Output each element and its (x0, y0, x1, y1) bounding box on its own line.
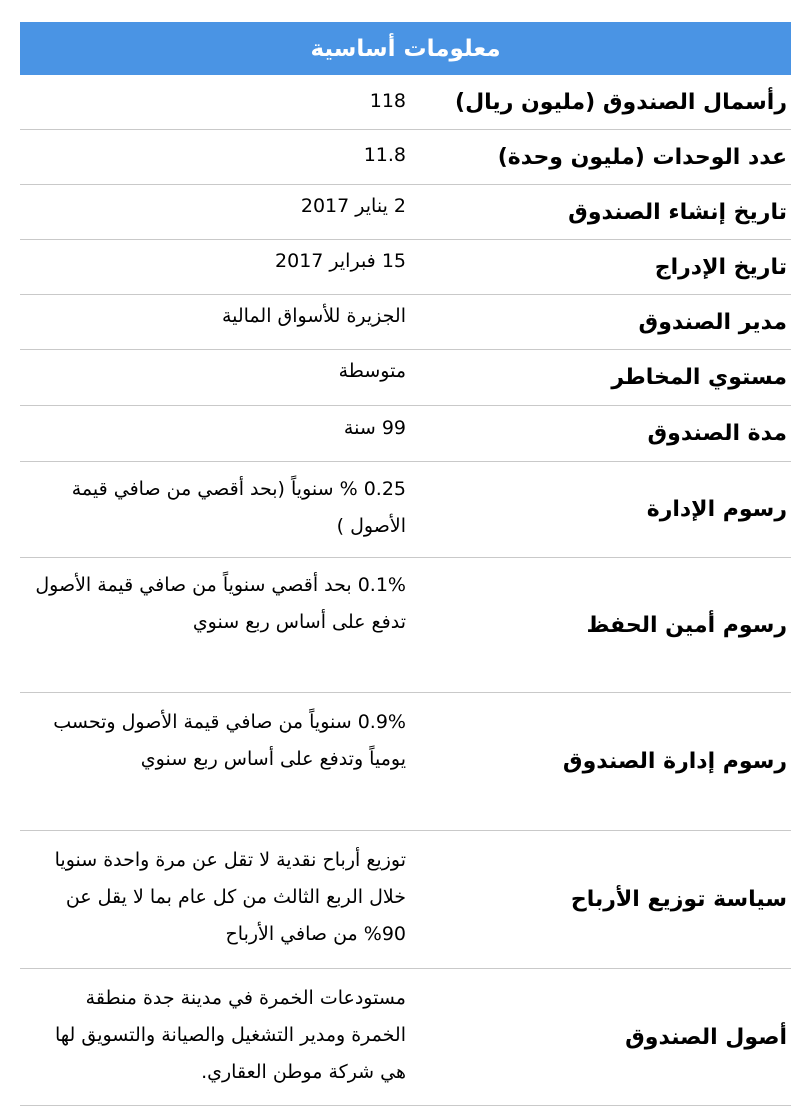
row-value: 11.8 (363, 144, 406, 166)
row-label: مدير الصندوق (638, 309, 787, 335)
row-label: أصول الصندوق (625, 1024, 787, 1050)
row-value: الجزيرة للأسواق المالية (221, 305, 406, 327)
table-row (20, 831, 791, 969)
row-label: سياسة توزيع الأرباح (570, 887, 787, 912)
row-label: رسوم إدارة الصندوق (562, 749, 787, 774)
row-value: 2 يناير 2017 (300, 195, 406, 217)
table-row (20, 969, 791, 1106)
row-value: 15 فبراير 2017 (275, 250, 406, 272)
row-label: عدد الوحدات (مليون وحدة) (497, 144, 787, 170)
table-row (20, 240, 791, 295)
table-row (20, 75, 791, 130)
table-row (20, 462, 791, 558)
row-label: مستوي المخاطر (611, 365, 787, 390)
row-label: رأسمال الصندوق (مليون ريال) (455, 89, 787, 115)
table-row (20, 350, 791, 406)
row-value: 0.1% بحد أقصي سنوياً من صافي قيمة الأصول تدفع على أساس ربع سنوي (35, 574, 406, 633)
row-value: متوسطة (338, 360, 406, 382)
table-row (20, 295, 791, 350)
table-row (20, 558, 791, 693)
row-label: رسوم الإدارة (646, 497, 787, 522)
row-value: توزيع أرباح نقدية لا تقل عن مرة واحدة سنويا خلال الربع الثالث من كل عام بما لا يقل عن 90% من صافي الأرباح (54, 849, 406, 945)
row-value: 99 سنة (343, 417, 406, 439)
row-value: 0.9% سنوياً من صافي قيمة الأصول وتحسب يومياً وتدفع على أساس ربع سنوي (53, 711, 406, 770)
row-label: رسوم أمين الحفظ (586, 612, 787, 638)
row-label: تاريخ إنشاء الصندوق (568, 199, 787, 225)
table-header: معلومات أساسية (20, 22, 791, 75)
row-value: 0.25 % سنوياً (بحد أقصي من صافي قيمة الأصول ) (71, 478, 406, 537)
fund-info-table (20, 22, 791, 1106)
table-row (20, 406, 791, 462)
table-row (20, 185, 791, 240)
row-label: تاريخ الإدراج (654, 254, 787, 280)
row-label: مدة الصندوق (647, 421, 787, 446)
row-value: 118 (369, 90, 406, 112)
table-row (20, 130, 791, 185)
row-value: مستودعات الخمرة في مدينة جدة منطقة الخمرة ومدير التشغيل والصيانة والتسويق لها هي شركة موطن العقاري. (54, 987, 406, 1083)
table-row (20, 693, 791, 831)
